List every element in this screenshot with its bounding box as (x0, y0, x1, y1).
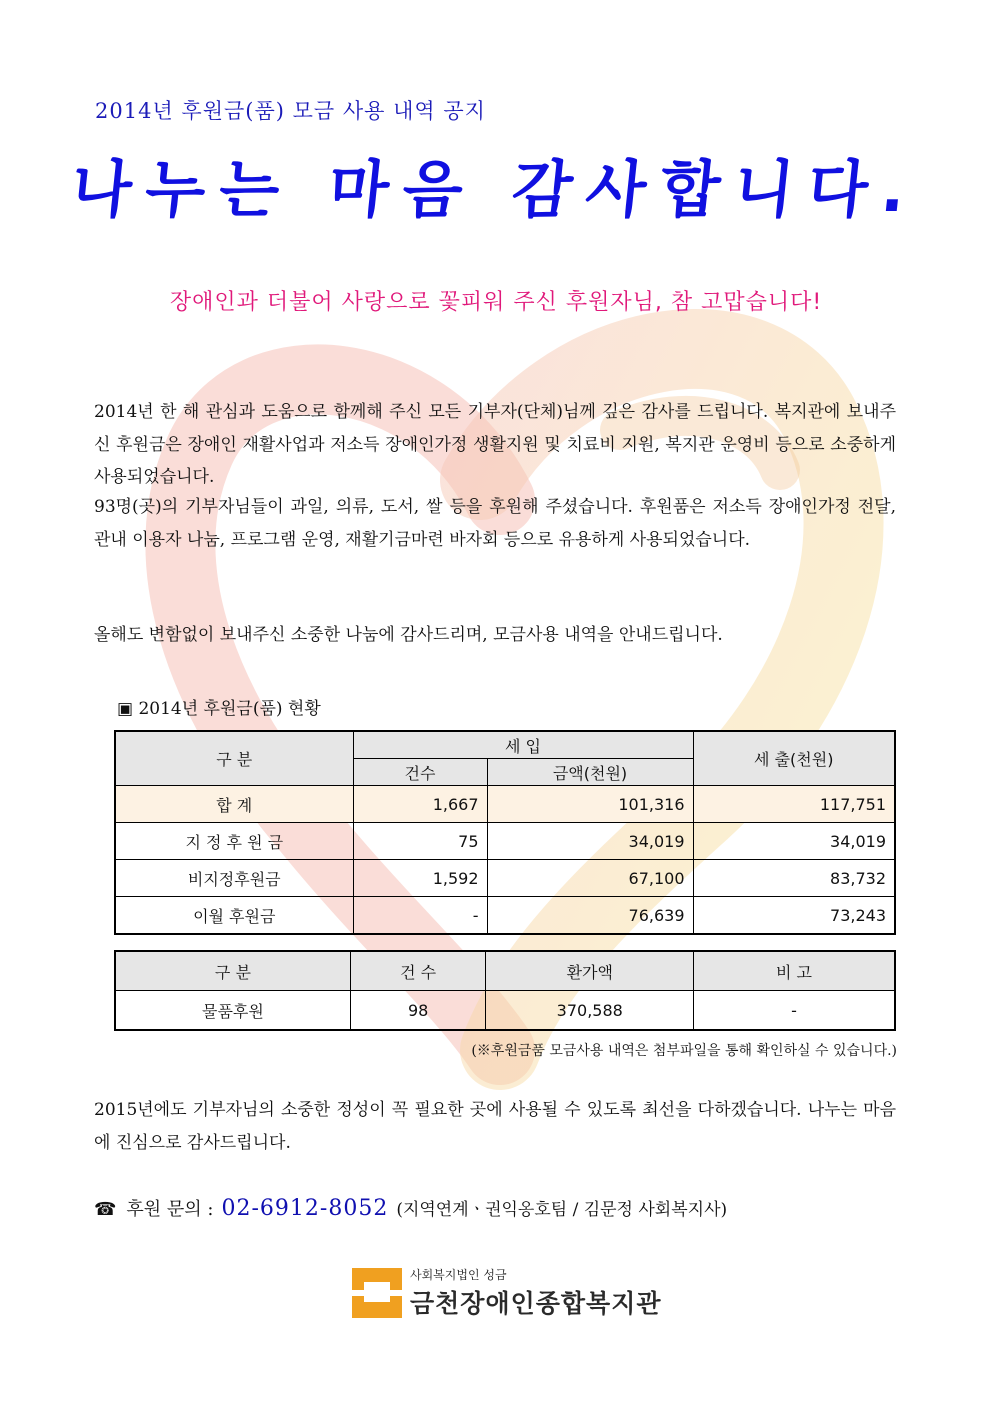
goods-header-note: 비 고 (694, 951, 895, 991)
table-row (115, 860, 895, 897)
row-count: 1,667 (353, 786, 487, 823)
section-heading: ▣ 2014년 후원금(품) 현황 (117, 699, 321, 719)
row-expense: 73,243 (693, 897, 895, 935)
intro-paragraph: 2014년 한 해 관심과 도움으로 함께해 주신 모든 기부자(단체)님께 깊은 감사를 드립니다. 복지관에 보내주신 후원금은 장애인 재활사업과 저소득 장애인가정 생활지원 및 치료비 지원, 복지관 운영비 등으로 소중하게 사용되었습니다. (94, 402, 896, 487)
header-expense: 세 출(천원) (693, 731, 895, 786)
goods-header-category: 구 분 (115, 951, 350, 991)
goods-paragraph: 93명(곳)의 기부자님들이 과일, 의류, 도서, 쌀 등을 후원해 주셨습니다. 후원품은 저소득 장애인가정 전달, 관내 이용자 나눔, 프로그램 운영, 재활기금마련 바자회 등으로 유용하게 사용되었습니다. (94, 497, 896, 550)
goods-label: 물품후원 (115, 991, 350, 1031)
row-count: 1,592 (353, 860, 487, 897)
header-amount: 금액(천원) (487, 759, 693, 786)
goods-count: 98 (350, 991, 486, 1031)
header-count: 건수 (353, 759, 487, 786)
logo-subtitle: 사회복지법인 성금 (410, 1268, 507, 1282)
logo-name: 금천장애인종합복지관 (410, 1289, 662, 1318)
contact-department: (지역연계ㆍ권익옹호팀 / 김문정 사회복지사) (396, 1200, 728, 1220)
contact-line (94, 1195, 727, 1221)
organization-logo (352, 1266, 662, 1320)
goods-note: - (694, 991, 895, 1031)
table-row (115, 786, 895, 823)
phone-number[interactable]: 02-6912-8052 (221, 1196, 389, 1221)
row-expense: 117,751 (693, 786, 895, 823)
row-count: - (353, 897, 487, 935)
row-label: 비지정후원금 (115, 860, 353, 897)
table-row (115, 897, 895, 935)
row-label: 지 정 후 원 금 (115, 823, 353, 860)
row-amount: 34,019 (487, 823, 693, 860)
table-row (115, 823, 895, 860)
header-category: 구 분 (115, 731, 353, 786)
contact-label: 후원 문의 : (126, 1199, 214, 1220)
header-income: 세 입 (353, 731, 693, 759)
row-amount: 76,639 (487, 897, 693, 935)
phone-icon: ☎ (94, 1199, 117, 1220)
logo-mark-icon (352, 1268, 402, 1318)
row-expense: 34,019 (693, 823, 895, 860)
notice-title: 2014년 후원금(품) 모금 사용 내역 공지 (95, 99, 486, 123)
table-row (115, 991, 895, 1031)
closing-paragraph: 2015년에도 기부자님의 소중한 정성이 꼭 필요한 곳에 사용될 수 있도록 최선을 다하겠습니다. 나누는 마음에 진심으로 감사드립니다. (94, 1100, 896, 1153)
row-amount: 67,100 (487, 860, 693, 897)
row-amount: 101,316 (487, 786, 693, 823)
donation-goods-table (114, 950, 896, 1031)
goods-header-count: 건 수 (350, 951, 486, 991)
thanks-paragraph: 올해도 변함없이 보내주신 소중한 나눔에 감사드리며, 모금사용 내역을 안내드립니다. (94, 625, 723, 645)
row-expense: 83,732 (693, 860, 895, 897)
donation-cash-table (114, 730, 896, 935)
row-count: 75 (353, 823, 487, 860)
goods-header-value: 환가액 (486, 951, 694, 991)
main-headline: 나누는 마음 감사합니다. (67, 153, 924, 226)
row-label: 합 계 (115, 786, 353, 823)
row-label: 이월 후원금 (115, 897, 353, 935)
goods-value: 370,588 (486, 991, 694, 1031)
sub-headline: 장애인과 더불어 사랑으로 꽃피워 주신 후원자님, 참 고맙습니다! (169, 290, 823, 315)
footnote: (※후원금품 모금사용 내역은 첨부파일을 통해 확인하실 수 있습니다.) (471, 1043, 897, 1059)
